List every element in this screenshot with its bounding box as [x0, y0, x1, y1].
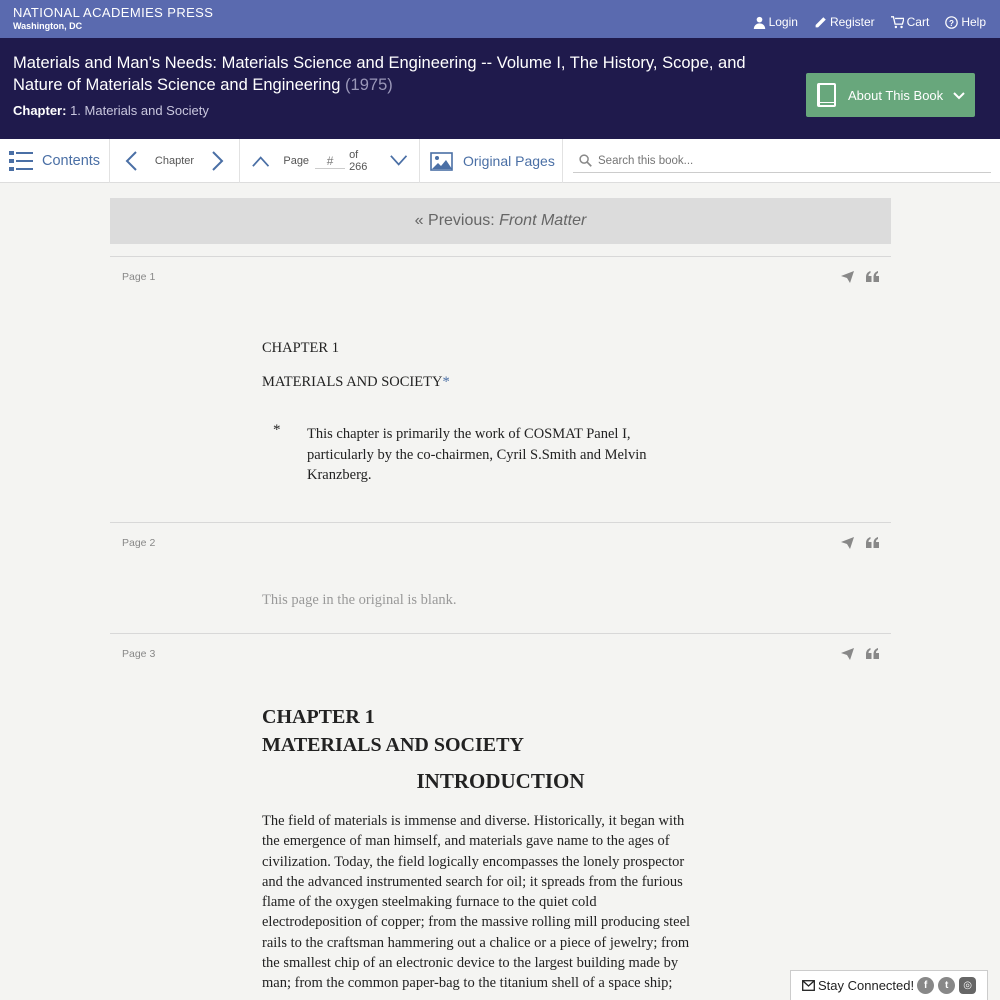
cart-icon — [891, 16, 904, 29]
body-line: and the advanced instrumented search for oil; it spreads from the furious — [262, 873, 683, 890]
svg-text:?: ? — [949, 18, 955, 28]
share-icon[interactable] — [841, 648, 854, 660]
search-input[interactable] — [598, 155, 991, 167]
login-label: Login — [768, 15, 798, 29]
chevron-up-icon[interactable] — [252, 154, 269, 168]
page-number-label: Page 1 — [122, 271, 156, 283]
body-line: The field of materials is immense and diverse. Historically, it began with — [262, 813, 685, 829]
body-line: the emergence of man himself, and materials gave name to the ages of — [262, 833, 670, 850]
page-count: of 266 — [349, 149, 368, 173]
mail-icon — [802, 980, 815, 991]
stay-connected-label: Stay Connected! — [818, 978, 915, 993]
chapter-label: Chapter: — [13, 103, 67, 118]
cart-link[interactable] — [891, 15, 930, 29]
quote-icon[interactable] — [866, 648, 879, 660]
book-title — [13, 52, 793, 96]
chevron-left-icon[interactable] — [124, 151, 138, 171]
body-line: civilization. Today, the field logically encompasses the lonely prospector — [262, 853, 685, 870]
chapter-line — [13, 103, 209, 118]
previous-prefix: « Previous: — [414, 212, 495, 229]
book-title-text: Materials and Man's Needs: Materials Science and Engineering -- Volume I, The History, Scope, and Nature of Materials Science and Engineering — [13, 54, 746, 94]
book-title-band — [0, 38, 1000, 139]
image-icon — [430, 152, 453, 171]
about-book-button[interactable] — [806, 73, 975, 117]
blank-page-notice: This page in the original is blank. — [262, 592, 457, 608]
register-label: Register — [829, 15, 875, 29]
stay-connected-widget[interactable] — [790, 970, 988, 1000]
brand-name: NATIONAL ACADEMIES PRESS — [13, 5, 214, 20]
share-icon[interactable] — [841, 537, 854, 549]
instagram-icon[interactable]: ◎ — [959, 977, 976, 994]
top-nav — [753, 15, 986, 29]
page-subheading — [262, 374, 450, 391]
page-2 — [110, 522, 891, 634]
footnote-line: Kranzberg. — [307, 467, 372, 483]
subheading-text: MATERIALS AND SOCIETY — [262, 374, 443, 390]
body-line: flame of the oxygen steelmaking furnace to the quiet cold — [262, 894, 597, 911]
help-link[interactable] — [945, 15, 986, 29]
original-pages-button[interactable] — [420, 139, 563, 183]
page-navigator — [240, 139, 420, 183]
share-icon[interactable] — [841, 271, 854, 283]
chevron-down-icon[interactable] — [390, 154, 407, 168]
body-paragraph — [262, 811, 690, 994]
chapter-value: 1. Materials and Society — [70, 103, 209, 118]
footnote-marker: * — [273, 422, 281, 438]
cart-label: Cart — [906, 15, 930, 29]
footnote-line: particularly by the co-chairmen, Cyril S.Smith and Melvin — [307, 446, 647, 463]
pencil-icon — [814, 16, 827, 29]
user-icon — [753, 16, 766, 29]
chevron-down-icon — [953, 89, 965, 101]
footnote-text — [307, 424, 646, 486]
book-search — [573, 149, 991, 173]
page-number-input[interactable] — [315, 154, 345, 169]
page-heading: CHAPTER 1 — [262, 340, 339, 356]
page-tools — [841, 537, 879, 549]
contents-label: Contents — [42, 153, 101, 169]
footnote-line: This chapter is primarily the work of COSMAT Panel I, — [307, 426, 631, 442]
top-bar — [0, 0, 1000, 38]
footnote-reference[interactable]: * — [442, 374, 450, 390]
list-icon — [9, 150, 33, 172]
original-pages-label: Original Pages — [463, 153, 555, 169]
page-label: Page — [283, 155, 310, 167]
body-line: rails to the craftsman hammering out a chalice or a piece of jewelry; from — [262, 934, 690, 951]
help-icon — [945, 16, 958, 29]
page-tools — [841, 271, 879, 283]
contents-button[interactable] — [0, 139, 110, 183]
quote-icon[interactable] — [866, 271, 879, 283]
social-links — [917, 977, 976, 994]
body-line: electrodeposition of copper; from the massive rolling mill producing steel — [262, 914, 691, 931]
chevron-right-icon[interactable] — [211, 151, 225, 171]
reader-toolbar — [0, 139, 1000, 183]
brand-city: Washington, DC — [13, 21, 83, 31]
brand-logo[interactable] — [13, 6, 213, 32]
about-book-label: About This Book — [848, 87, 944, 103]
page-tools — [841, 648, 879, 660]
body-line: the smallest chip of an electronic device to the largest building made by — [262, 955, 679, 972]
quote-icon[interactable] — [866, 537, 879, 549]
book-icon — [816, 82, 838, 108]
section-heading: INTRODUCTION — [416, 769, 585, 793]
chapter-navigator — [110, 139, 240, 183]
page-1 — [110, 256, 891, 522]
twitter-icon[interactable]: t — [938, 977, 955, 994]
page-number-label: Page 2 — [122, 537, 156, 549]
body-line: man; from the common paper-bag to the titanium shell of a space ship; — [262, 975, 673, 992]
page-subheading: MATERIALS AND SOCIETY — [262, 734, 524, 756]
previous-title: Front Matter — [499, 212, 587, 229]
help-label: Help — [961, 15, 986, 29]
previous-chapter-link[interactable] — [110, 198, 891, 244]
login-link[interactable] — [753, 15, 798, 29]
register-link[interactable] — [814, 15, 875, 29]
search-icon — [579, 154, 592, 167]
book-year: (1975) — [345, 76, 393, 94]
page-3 — [110, 633, 891, 1000]
page-heading: CHAPTER 1 — [262, 706, 375, 728]
facebook-icon[interactable]: f — [917, 977, 934, 994]
page-number-label: Page 3 — [122, 648, 156, 660]
chapter-nav-label: Chapter — [154, 155, 195, 167]
